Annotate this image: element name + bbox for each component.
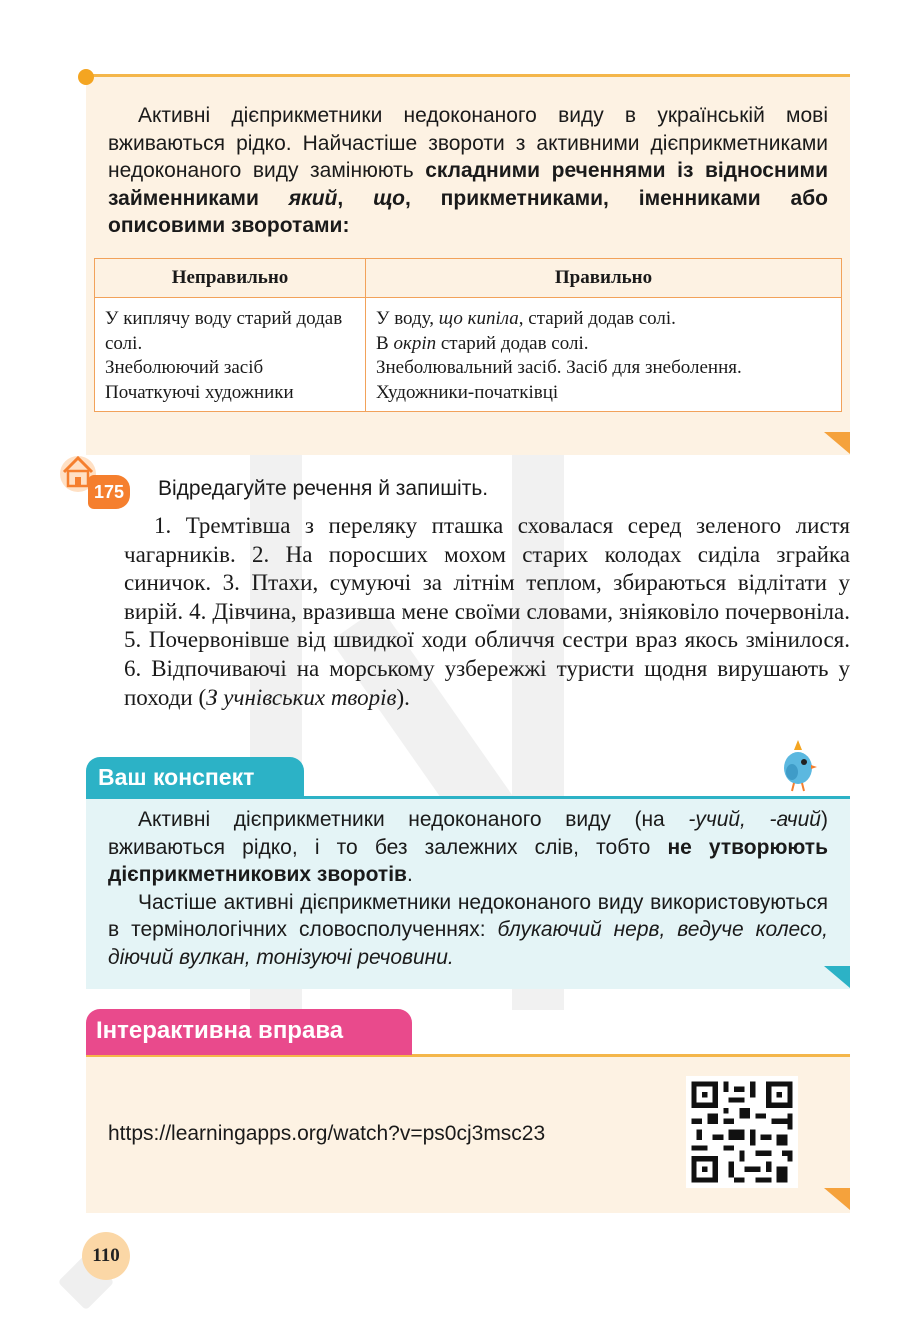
wrong-examples <box>95 298 366 412</box>
right-example: У воду, що кипіла, старий додав солі. <box>376 308 676 329</box>
exercise-number: 175 <box>88 475 130 509</box>
rules-table <box>94 258 842 412</box>
summary-label: Ваш конспект <box>86 757 304 797</box>
exercise-instruction: Відредагуйте речення й запишіть. <box>158 477 489 500</box>
corner-fold <box>824 966 850 988</box>
info-text: Активні дієприкметники недоконаного виду в українській мові вживаються рідко. Найчастіше звороти з активними дієприкметниками недоконаного виду замінюють складними реченнями із відносними займенниками який, що, прикметниками, іменниками або описовими зворотами: <box>108 104 828 237</box>
right-examples <box>366 298 842 412</box>
page-number: 110 <box>82 1232 130 1280</box>
wrong-example: Знеболюючий засіб <box>105 357 264 378</box>
interactive-label: Інтерактивна вправа <box>86 1009 412 1055</box>
qr-code-icon[interactable] <box>686 1076 798 1188</box>
summary-paragraph: Активні дієприкметники недоконаного виду (на -учий, -ачий) вживаються рідко, і то без залежних слів, тобто не утворюють дієприкметникових зворотів. <box>108 808 828 886</box>
wrong-example: Початкуючі художники <box>105 381 294 403</box>
right-example: Знеболювальний засіб. Засіб для знеболення. <box>376 357 742 378</box>
interactive-link[interactable]: https://learningapps.org/watch?v=ps0cj3msc23 <box>108 1122 546 1145</box>
corner-fold <box>824 1188 850 1210</box>
corner-fold <box>824 432 850 454</box>
table-header-right: Правильно <box>366 259 842 298</box>
bird-icon <box>778 738 818 792</box>
summary-text <box>108 806 828 971</box>
exercise-text: 1. Тремтівша з переляку пташка сховалася серед зеленого листя чагарників. 2. На поросших мохом старих колодах сиділа зграйка синичок. 3. Птахи, сумуючі за літнім теплом, збираються відлітати у вирій. 4. Дівчина, вразивша мене своїми словами, зніяковіло почервоніла. 5. Почервонівше від швидкої ходи обличчя сестри враз якось змінилося. 6. Відпочиваючі на морському узбережжі туристи щодня вирушають у походи (З учнівських творів). <box>124 513 850 710</box>
section-dot <box>78 69 94 85</box>
wrong-example: У киплячу воду старий додав солі. <box>105 308 343 354</box>
summary-paragraph: Частіше активні дієприкметники недоконаного виду використовуються в термінологічних словосполученнях: блукаючий нерв, ведуче колесо, діючий вулкан, тонізуючі речовини. <box>108 890 829 969</box>
table-header-wrong: Неправильно <box>95 259 366 298</box>
right-example: В окріп старий додав солі. <box>376 332 589 354</box>
right-example: Художники-початківці <box>376 381 559 403</box>
